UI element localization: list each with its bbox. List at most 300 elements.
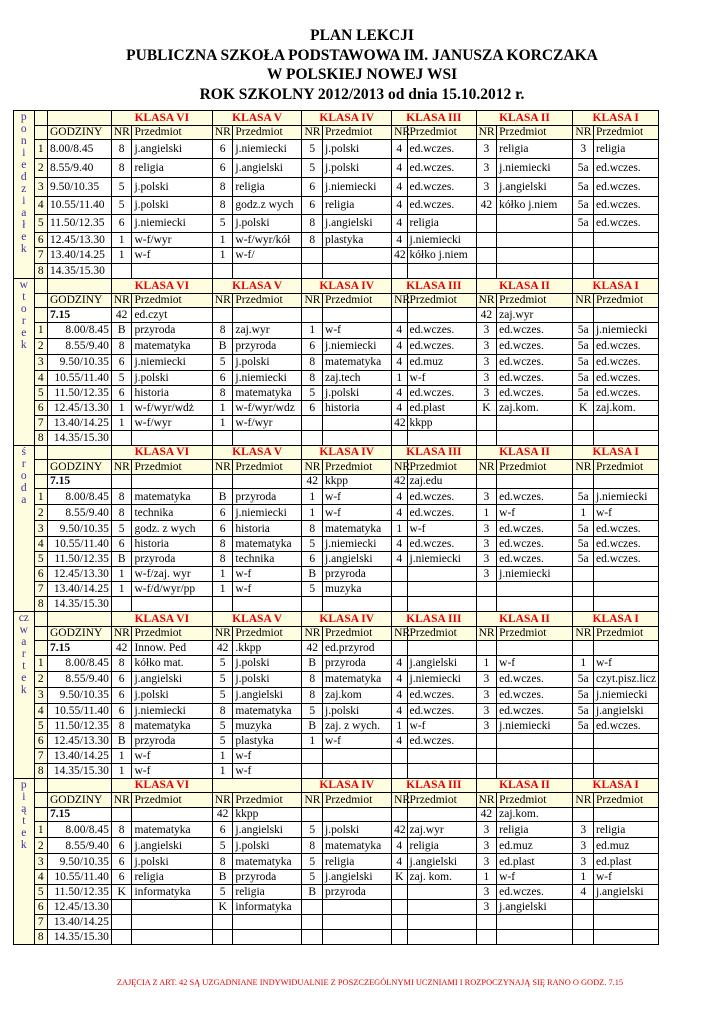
lesson-number: 1 xyxy=(34,140,47,159)
room-number: 1 xyxy=(111,582,132,597)
room-number: 6 xyxy=(212,505,233,521)
room-number: 3 xyxy=(573,854,594,870)
subject-cell: j.niemiecki xyxy=(497,567,573,582)
room-number: 1 xyxy=(212,582,233,597)
subject-cell: j.polski xyxy=(233,214,302,232)
room-number: 6 xyxy=(212,140,233,159)
lesson-number: 7 xyxy=(34,248,47,264)
subject-cell: ed.wczes. xyxy=(497,370,573,385)
lesson-row xyxy=(14,915,659,930)
subject-cell: czyt.pisz.licz xyxy=(593,671,658,687)
subject-cell: w-f/d/wyr/pp xyxy=(132,582,212,597)
time-cell: 8.00/8.45 xyxy=(47,322,111,338)
room-number: 8 xyxy=(302,370,323,385)
lesson-row xyxy=(14,385,659,400)
column-header: NR xyxy=(573,293,594,308)
lesson-row xyxy=(14,687,659,703)
room-number: 1 xyxy=(302,322,323,338)
lesson-number: 2 xyxy=(34,338,47,354)
room-number: 5a xyxy=(573,521,594,537)
lesson-number: 3 xyxy=(34,854,47,870)
room-number xyxy=(573,415,594,430)
room-number: 4 xyxy=(392,733,407,748)
lesson-row xyxy=(14,370,659,385)
subject-cell: j.polski xyxy=(132,687,212,703)
room-number: B xyxy=(111,733,132,748)
column-header: Przedmiot xyxy=(132,293,212,308)
room-number: 3 xyxy=(476,838,497,854)
day-label xyxy=(14,612,35,779)
room-number: B xyxy=(111,552,132,567)
subject-cell: zaj.tech xyxy=(323,370,392,385)
room-number: 3 xyxy=(476,370,497,385)
subject-cell: technika xyxy=(233,552,302,567)
blank-cell xyxy=(34,778,47,793)
room-number: 6 xyxy=(302,177,323,196)
room-number xyxy=(392,885,407,900)
room-number: 1 xyxy=(573,870,594,885)
time-cell: 13.40/14.25 xyxy=(47,748,111,763)
class-name: KLASA II xyxy=(476,445,573,460)
subject-cell: w-f xyxy=(323,322,392,338)
subject-cell: zaj. z wych. xyxy=(323,718,392,733)
class-heading-row xyxy=(14,111,659,126)
room-number: 6 xyxy=(111,870,132,885)
room-number: 1 xyxy=(476,655,497,671)
time-cell: 13.40/14.25 xyxy=(47,915,111,930)
lesson-number: 3 xyxy=(34,687,47,703)
room-number xyxy=(392,763,407,778)
class-heading-row xyxy=(14,612,659,627)
column-header-row xyxy=(14,460,659,475)
subject-cell: j.polski xyxy=(132,177,212,196)
subject-cell xyxy=(593,763,658,778)
lesson-row xyxy=(14,671,659,687)
subject-cell: kkpp xyxy=(323,474,392,489)
subject-cell: ed.wczes. xyxy=(407,505,476,521)
subject-cell: ed.wczes. xyxy=(593,214,658,232)
lesson-number: 5 xyxy=(34,214,47,232)
subject-cell: historia xyxy=(323,400,392,415)
lesson-row xyxy=(14,177,659,196)
lesson-number: 4 xyxy=(34,537,47,552)
lesson-number: 7 xyxy=(34,415,47,430)
subject-cell: j.angielski xyxy=(497,177,573,196)
column-header: NR xyxy=(392,125,407,140)
day-letter: ł xyxy=(22,219,26,231)
lesson-number: 6 xyxy=(34,232,47,248)
day-letter: d xyxy=(20,171,27,183)
day-letter: e xyxy=(21,672,27,684)
room-number: 3 xyxy=(573,838,594,854)
subject-cell: godz.z wych xyxy=(233,196,302,214)
day-letter: t xyxy=(22,660,26,672)
lesson-number: 3 xyxy=(34,521,47,537)
column-header: NR xyxy=(392,626,407,641)
column-header: NR xyxy=(302,293,323,308)
lesson-row xyxy=(14,474,659,489)
lesson-number: 6 xyxy=(34,733,47,748)
lesson-number: 3 xyxy=(34,354,47,370)
room-number: 8 xyxy=(212,385,233,400)
class-name: KLASA I xyxy=(573,279,659,294)
subject-cell: matematyka xyxy=(132,718,212,733)
subject-cell: religia xyxy=(132,158,212,177)
column-header: Przedmiot xyxy=(132,460,212,475)
subject-cell xyxy=(323,248,392,264)
subject-cell xyxy=(497,597,573,612)
room-number: 3 xyxy=(476,671,497,687)
room-number xyxy=(212,474,233,489)
subject-cell: przyroda xyxy=(323,885,392,900)
room-number: B xyxy=(302,885,323,900)
lesson-number: 2 xyxy=(34,505,47,521)
subject-cell: w-f xyxy=(233,763,302,778)
column-header: NR xyxy=(573,125,594,140)
room-number: 1 xyxy=(212,415,233,430)
subject-cell xyxy=(593,232,658,248)
room-number: 6 xyxy=(302,338,323,354)
room-number: 1 xyxy=(111,232,132,248)
subject-cell: w-f xyxy=(497,655,573,671)
room-number xyxy=(212,308,233,323)
lesson-row xyxy=(14,263,659,279)
subject-cell: zaj.kom xyxy=(323,687,392,703)
blank-cell xyxy=(47,612,111,627)
lesson-row xyxy=(14,248,659,264)
subject-cell: ed.wczes. xyxy=(407,158,476,177)
subject-cell xyxy=(593,641,658,656)
room-number: 5 xyxy=(111,177,132,196)
room-number: 4 xyxy=(392,505,407,521)
subject-cell: j.niemiecki xyxy=(323,177,392,196)
lesson-number xyxy=(34,641,47,656)
room-number: 5a xyxy=(573,703,594,718)
subject-cell: w-f xyxy=(323,505,392,521)
room-number: 5a xyxy=(573,385,594,400)
room-number: 8 xyxy=(302,354,323,370)
day-letter: k xyxy=(20,684,27,696)
room-number xyxy=(302,748,323,763)
day-letter: p xyxy=(20,778,27,791)
room-number: 8 xyxy=(302,214,323,232)
subject-cell: ed.wczes. xyxy=(497,537,573,552)
day-letter: a xyxy=(21,636,27,648)
subject-cell xyxy=(407,748,476,763)
room-number: B xyxy=(212,338,233,354)
time-cell: 11.50/12.35 xyxy=(47,552,111,567)
time-cell: 11.50/12.35 xyxy=(47,885,111,900)
subject-cell: j.niemiecki xyxy=(407,552,476,567)
subject-cell: j.niemiecki xyxy=(497,158,573,177)
subject-cell xyxy=(407,263,476,279)
subject-cell: religia xyxy=(593,140,658,159)
subject-cell: ed.plast xyxy=(407,400,476,415)
day-letter: r xyxy=(21,315,26,327)
day-letter: o xyxy=(20,303,27,315)
subject-cell: religia xyxy=(497,822,573,838)
subject-cell: j.angielski xyxy=(323,552,392,567)
room-number xyxy=(392,567,407,582)
time-cell: 12.45/13.30 xyxy=(47,733,111,748)
lesson-number: 8 xyxy=(34,430,47,445)
subject-cell xyxy=(323,900,392,915)
subject-cell: matematyka xyxy=(323,671,392,687)
room-number: 3 xyxy=(476,158,497,177)
subject-cell xyxy=(497,733,573,748)
column-header: Przedmiot xyxy=(593,626,658,641)
room-number: 5a xyxy=(573,718,594,733)
room-number xyxy=(392,900,407,915)
column-header: Przedmiot xyxy=(323,793,392,808)
lesson-number: 5 xyxy=(34,718,47,733)
column-header: NR xyxy=(111,793,132,808)
class-name: KLASA III xyxy=(392,279,477,294)
subject-cell xyxy=(407,567,476,582)
subject-cell: matematyka xyxy=(323,521,392,537)
lesson-row xyxy=(14,214,659,232)
room-number: 4 xyxy=(392,655,407,671)
blank-cell xyxy=(34,626,47,641)
lesson-number: 7 xyxy=(34,915,47,930)
room-number xyxy=(392,748,407,763)
column-header: GODZINY xyxy=(47,460,111,475)
subject-cell: j.niemiecki xyxy=(593,322,658,338)
day-label xyxy=(14,111,35,279)
subject-cell: muzyka xyxy=(323,582,392,597)
subject-cell xyxy=(593,308,658,323)
subject-cell: j.angielski xyxy=(593,703,658,718)
room-number: 4 xyxy=(392,322,407,338)
subject-cell xyxy=(132,807,212,822)
subject-cell: ed.wczes. xyxy=(497,552,573,567)
room-number: 5a xyxy=(573,322,594,338)
subject-cell: j.polski xyxy=(323,822,392,838)
subject-cell: j.niemiecki xyxy=(233,140,302,159)
subject-cell: ed.wczes. xyxy=(593,552,658,567)
room-number: 42 xyxy=(392,474,407,489)
subject-cell xyxy=(497,214,573,232)
lesson-row xyxy=(14,703,659,718)
subject-cell xyxy=(407,597,476,612)
subject-cell: matematyka xyxy=(233,385,302,400)
lesson-row xyxy=(14,885,659,900)
room-number: 6 xyxy=(111,838,132,854)
column-header: NR xyxy=(111,125,132,140)
subject-cell xyxy=(593,567,658,582)
room-number: 5 xyxy=(302,870,323,885)
subject-cell: j.niemiecki xyxy=(132,354,212,370)
subject-cell: informatyka xyxy=(132,885,212,900)
room-number: 5a xyxy=(573,552,594,567)
day-letter: n xyxy=(20,135,27,147)
time-cell: 8.55/9.40 xyxy=(47,505,111,521)
subject-cell: zaj.kom. xyxy=(497,807,573,822)
room-number: 42 xyxy=(476,196,497,214)
column-header: Przedmiot xyxy=(323,460,392,475)
lesson-number: 2 xyxy=(34,158,47,177)
subject-cell: ed.muz xyxy=(407,354,476,370)
subject-cell xyxy=(132,900,212,915)
room-number: 5 xyxy=(212,655,233,671)
subject-cell: j.niemiecki xyxy=(323,537,392,552)
blank-cell xyxy=(47,111,111,126)
room-number: 5 xyxy=(302,385,323,400)
day-letter: k xyxy=(20,838,27,851)
subject-cell xyxy=(593,900,658,915)
room-number: 4 xyxy=(392,158,407,177)
room-number: 1 xyxy=(111,415,132,430)
subject-cell xyxy=(233,915,302,930)
lesson-number: 7 xyxy=(34,748,47,763)
room-number xyxy=(302,915,323,930)
subject-cell: zaj. kom. xyxy=(407,870,476,885)
time-cell: 10.55/11.40 xyxy=(47,703,111,718)
room-number: B xyxy=(302,718,323,733)
room-number: 8 xyxy=(212,854,233,870)
time-cell: 7.15 xyxy=(47,807,111,822)
room-number: 8 xyxy=(111,489,132,505)
subject-cell: matematyka xyxy=(132,489,212,505)
time-cell: 14.35/15.30 xyxy=(47,930,111,945)
room-number: 8 xyxy=(212,552,233,567)
room-number: 3 xyxy=(476,385,497,400)
subject-cell: zaj.kom. xyxy=(497,400,573,415)
subject-cell: ed.wczes. xyxy=(593,158,658,177)
room-number: 3 xyxy=(476,338,497,354)
column-header: Przedmiot xyxy=(497,626,573,641)
class-heading-row xyxy=(14,778,659,793)
subject-cell: j.angielski xyxy=(323,870,392,885)
lesson-row xyxy=(14,322,659,338)
column-header: NR xyxy=(573,793,594,808)
subject-cell: j.angielski xyxy=(407,655,476,671)
lesson-number: 5 xyxy=(34,385,47,400)
lesson-row xyxy=(14,537,659,552)
day-letter: w xyxy=(19,279,28,291)
lesson-row xyxy=(14,430,659,445)
room-number: 1 xyxy=(392,718,407,733)
room-number: 5 xyxy=(212,671,233,687)
column-header: NR xyxy=(573,460,594,475)
subject-cell: plastyka xyxy=(233,733,302,748)
lesson-number: 4 xyxy=(34,196,47,214)
subject-cell xyxy=(497,263,573,279)
lesson-row xyxy=(14,763,659,778)
class-name: KLASA I xyxy=(573,612,659,627)
time-cell: 9.50/10.35 xyxy=(47,354,111,370)
subject-cell xyxy=(497,415,573,430)
lesson-row xyxy=(14,308,659,323)
room-number xyxy=(392,263,407,279)
class-name: KLASA IV xyxy=(302,445,392,460)
time-cell: 8.00/8.45 xyxy=(47,822,111,838)
column-header: NR xyxy=(111,293,132,308)
class-name: KLASA V xyxy=(212,111,302,126)
time-cell: 10.55/11.40 xyxy=(47,537,111,552)
subject-cell: j.angielski xyxy=(497,900,573,915)
room-number: 8 xyxy=(212,196,233,214)
room-number xyxy=(212,263,233,279)
room-number: 5 xyxy=(212,838,233,854)
class-name: KLASA II xyxy=(476,279,573,294)
room-number: 8 xyxy=(111,822,132,838)
room-number: 1 xyxy=(573,655,594,671)
class-name: KLASA II xyxy=(476,111,573,126)
room-number: B xyxy=(212,489,233,505)
subject-cell: ed.wczes. xyxy=(497,338,573,354)
subject-cell: ed.wczes. xyxy=(407,177,476,196)
room-number: 3 xyxy=(476,854,497,870)
room-number: 42 xyxy=(302,641,323,656)
school-name: PUBLICZNA SZKOŁA PODSTAWOWA IM. JANUSZA KORCZAKA xyxy=(126,46,598,64)
subject-cell: ed.przyrod xyxy=(323,641,392,656)
subject-cell: w-f xyxy=(407,521,476,537)
day-letter: i xyxy=(22,790,26,803)
room-number: 6 xyxy=(302,552,323,567)
room-number: 3 xyxy=(573,822,594,838)
day-label xyxy=(14,778,35,945)
room-number: B xyxy=(302,567,323,582)
subject-cell: ed.wczes. xyxy=(407,140,476,159)
school-year: ROK SZKOLNY 2012/2013 od dnia 15.10.2012 r. xyxy=(199,85,525,103)
time-cell: 13.40/14.25 xyxy=(47,582,111,597)
column-header: Przedmiot xyxy=(593,293,658,308)
subject-cell xyxy=(132,930,212,945)
time-cell: 13.40/14.25 xyxy=(47,248,111,264)
subject-cell: j.polski xyxy=(233,838,302,854)
subject-cell: ed.wczes. xyxy=(407,703,476,718)
column-header: Przedmiot xyxy=(497,460,573,475)
room-number: 4 xyxy=(392,854,407,870)
room-number xyxy=(573,641,594,656)
day-letter: o xyxy=(20,123,27,135)
subject-cell xyxy=(323,263,392,279)
room-number xyxy=(392,597,407,612)
room-number: 4 xyxy=(392,687,407,703)
room-number xyxy=(573,430,594,445)
room-number: 4 xyxy=(392,838,407,854)
lesson-number: 2 xyxy=(34,671,47,687)
lesson-number xyxy=(34,308,47,323)
room-number: B xyxy=(212,870,233,885)
room-number: 6 xyxy=(302,196,323,214)
room-number: 8 xyxy=(111,338,132,354)
room-number: 8 xyxy=(302,232,323,248)
room-number xyxy=(573,263,594,279)
room-number: 3 xyxy=(476,822,497,838)
room-number xyxy=(476,915,497,930)
room-number: 5 xyxy=(302,158,323,177)
class-name: KLASA VI xyxy=(111,612,212,627)
room-number: 6 xyxy=(111,687,132,703)
subject-cell xyxy=(323,930,392,945)
room-number: 5a xyxy=(573,214,594,232)
time-cell: 8.55/9.40 xyxy=(47,338,111,354)
subject-cell xyxy=(132,915,212,930)
subject-cell xyxy=(497,930,573,945)
lesson-number: 1 xyxy=(34,489,47,505)
subject-cell: w-f xyxy=(593,870,658,885)
subject-cell xyxy=(593,248,658,264)
subject-cell xyxy=(407,807,476,822)
subject-cell: j.angielski xyxy=(593,885,658,900)
column-header: Przedmiot xyxy=(233,793,302,808)
lesson-row xyxy=(14,505,659,521)
time-cell: 10.55/11.40 xyxy=(47,196,111,214)
room-number: 6 xyxy=(111,537,132,552)
day-letter: ś xyxy=(21,445,27,458)
